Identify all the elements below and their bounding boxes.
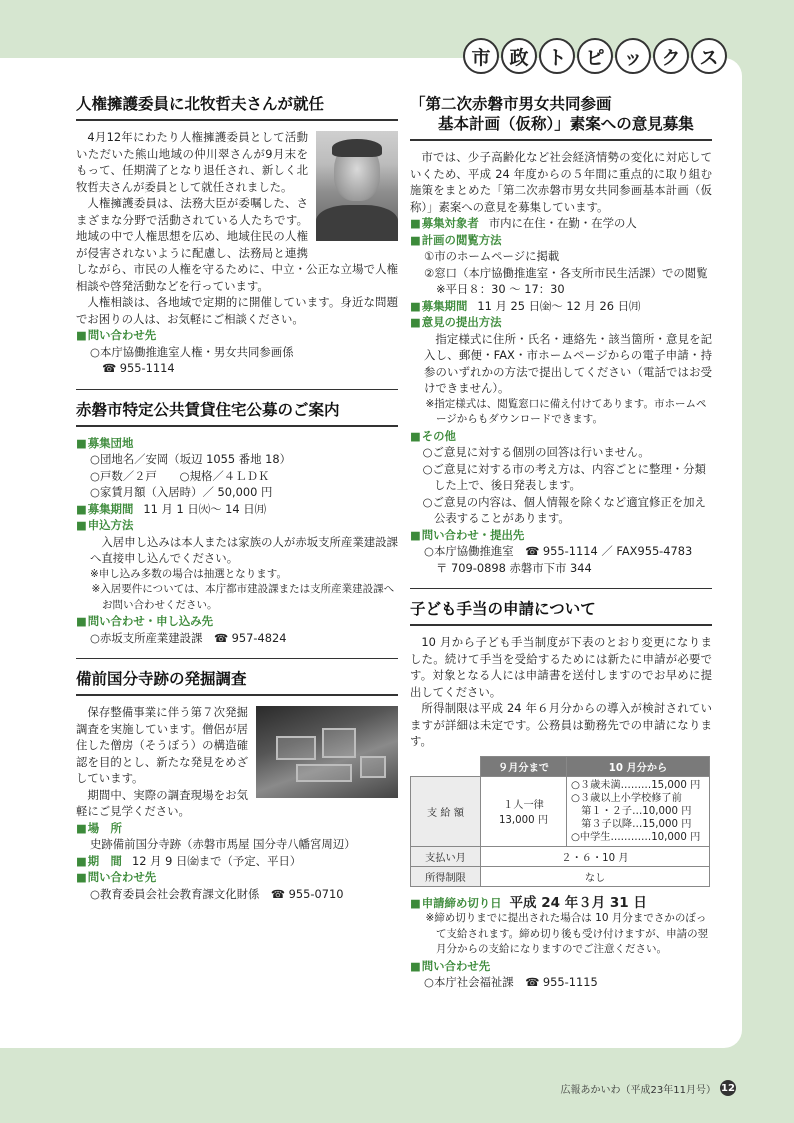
place: 史跡備前国分寺跡（赤磐市馬屋 国分寺八幡宮周辺） — [90, 837, 356, 852]
section-label: ■ 期 間 12 月 9 日㈮まで（予定、平日） — [76, 853, 398, 870]
section-label: ■ 計画の閲覧方法 — [410, 232, 712, 249]
contact-tel: ☎ 955-1114 — [102, 361, 175, 376]
contact-org: ○本庁協働推進室人権・男女共同参画係 — [90, 344, 294, 359]
section-label: ■ 問い合わせ先 — [76, 869, 398, 886]
banner-char: ク — [653, 38, 689, 74]
section-label: ■ 問い合わせ先 — [76, 327, 398, 344]
allowance-table — [410, 756, 710, 887]
list-item: ※平日８：30 ～ 17：30 — [436, 282, 565, 297]
article-housing — [76, 400, 398, 647]
paragraph: 人権相談は、各地域で定期的に開催しています。身近な問題でお困りの人は、お気軽にご相談ください。 — [76, 295, 398, 326]
section-label: ■ 募集期間 11 月 25 日㈮～ 12 月 26 日㈪ — [410, 298, 712, 315]
paragraph: 人権擁護委員は、法務大臣が委嘱した、さまざまな分野で活動されている人たちです。地域の中で人権思想を広め、地域住民の人権が侵害されないように配慮し、法務局と連携しながら、市民の人権を守るために、中立・公正な立場で人権相談や啓発活動などを行っています。 — [76, 196, 398, 293]
section-label: ■ その他 — [410, 428, 712, 445]
banner-char: ス — [691, 38, 727, 74]
publication-name: 広報あかいわ（平成23年11月号） — [560, 1084, 716, 1096]
table-cell: １人一律 13,000 円 — [481, 776, 567, 846]
column-header: ９月分まで — [481, 756, 567, 776]
section-banner — [463, 38, 727, 74]
divider — [410, 588, 712, 589]
note: ※入居要件については、本庁都市建設課または支所産業建設課へお問い合わせください。 — [91, 583, 395, 611]
paragraph: 市では、少子高齢化など社会経済情勢の変化に対応していくため、平成 24 年度からの５年間に重点的に取り組む施策をまとめた「第二次赤磐市男女共同参画基本計画（仮称）」素案への意見を募集しています。 — [410, 150, 712, 214]
contact: ○本庁協働推進室 ☎ 955-1114 ／ FAX955-4783 — [424, 544, 693, 559]
table-row — [411, 866, 710, 886]
list-item: ○ご意見の内容は、個人情報を除くなど適宜修正を加え公表することがあります。 — [422, 494, 706, 526]
table-cell: なし — [481, 866, 710, 886]
banner-char: 政 — [501, 38, 537, 74]
list-item: ②窓口（本庁協働推進室・各支所市民生活課）での閲覧 — [424, 265, 708, 280]
table-cell: ○３歳未満………15,000 円 ○３歳以上小学校修了前 第１・２子…10,000 円 第３子以降…15,000 円 ○中学生…………10,000 円 — [567, 776, 710, 846]
note: ※申し込み多数の場合は抽選となります。 — [90, 567, 287, 580]
section-label: ■ 意見の提出方法 — [410, 314, 712, 331]
paragraph: 10 月から子ども手当制度が下表のとおり変更になりました。続けて手当を受給するためには新たに申請が必要です。対象となる人には申請書を送付しますのでお早めに提出してください。 — [410, 635, 712, 699]
page-footer — [561, 1080, 736, 1096]
excavation-photo — [256, 706, 398, 798]
table-cell: ２・６・10 月 — [481, 846, 710, 866]
paragraph: 保存整備事業に伴う第７次発掘調査を実施しています。僧侶が居住した僧房（そうぼう）の構造確認を目的とし、新たな発見をめざしています。 — [76, 705, 248, 786]
title-line: 基本計画（仮称）」素案への意見募集 — [438, 115, 694, 134]
banner-char: 市 — [463, 38, 499, 74]
row-header: 支払い月 — [411, 846, 481, 866]
contact: ○教育委員会社会教育課文化財係 ☎ 955-0710 — [90, 886, 344, 901]
section-label: ■ 募集期間 11 月 1 日㈫～ 14 日㈪ — [76, 501, 398, 518]
contact: ○赤坂支所産業建設課 ☎ 957-4824 — [90, 630, 287, 645]
list-item: ○ご意見に対する市の考え方は、内容ごとに整理・分類した上で、後日発表します。 — [422, 461, 706, 493]
row-header: 所得制限 — [411, 866, 481, 886]
page-number: 12 — [720, 1080, 736, 1096]
paragraph: 期間中、実際の調査現場をお気軽にご見学ください。 — [76, 787, 248, 819]
table-row — [411, 756, 710, 776]
section-label: ■ 募集団地 — [76, 435, 398, 452]
section-label: ■ 問い合わせ先 — [410, 958, 712, 975]
address: 〒 709-0898 赤磐市下市 344 — [436, 560, 592, 575]
list-item: ○家賃月額（入居時）／ 50,000 円 — [90, 485, 273, 500]
banner-char: ピ — [577, 38, 613, 74]
right-column — [410, 94, 712, 991]
article-title: 備前国分寺跡の発掘調査 — [76, 669, 398, 696]
section-label: ■ 問い合わせ・提出先 — [410, 527, 712, 544]
banner-char: ッ — [615, 38, 651, 74]
article-gender-equality — [410, 94, 712, 576]
paragraph: 4月12年にわたり人権擁護委員として活動いただいた熊山地域の仲川翠さんが9月末をもって、任期満了となり退任され、新しく北牧哲夫さんが委員として就任されました。 — [76, 130, 308, 194]
divider — [76, 389, 398, 390]
contact: ○本庁社会福祉課 ☎ 955-1115 — [424, 975, 598, 990]
article-title — [410, 94, 712, 141]
section-label: ■ 申込方法 — [76, 517, 398, 534]
section-label: ■ 申請締め切り日 平成 24 年３月 31 日 — [410, 895, 712, 912]
divider — [76, 658, 398, 659]
list-item: ①市のホームページに掲載 — [424, 249, 560, 264]
list-item: ○ご意見に対する個別の回答は行いません。 — [422, 445, 650, 460]
portrait-photo — [316, 131, 398, 241]
list-item: ○団地名／安岡（坂辺 1055 番地 18） — [90, 452, 291, 467]
paragraph: 指定様式に住所・氏名・連絡先・該当箇所・意見を記入し、郵便・FAX・市ホームページからの電子申請・持参のいずれかの方法で提出してください（電話ではお受けできません）。 — [424, 331, 712, 396]
article-title: 赤磐市特定公共賃貸住宅公募のご案内 — [76, 400, 398, 427]
table-row — [411, 846, 710, 866]
note: ※締め切りまでに提出された場合は 10 月分までさかのぼって支給されます。締め切り後も受け付けますが、申請の翌月分からの支給になりますのでご注意ください。 — [425, 912, 709, 956]
article-title: 人権擁護委員に北牧哲夫さんが就任 — [76, 94, 398, 121]
column-header: 10 月分から — [567, 756, 710, 776]
banner-char: ト — [539, 38, 575, 74]
section-label: ■ 募集対象者 市内に在住・在勤・在学の人 — [410, 215, 712, 232]
paragraph: 入居申し込みは本人または家族の人が赤坂支所産業建設課へ直接申し込んでください。 — [90, 534, 398, 566]
article-excavation — [76, 669, 398, 902]
list-item: ○戸数／２戸 ○規格／４ＬＤＫ — [90, 468, 270, 483]
article-title: 子ども手当の申請について — [410, 599, 712, 626]
section-label: ■ 問い合わせ・申し込み先 — [76, 613, 398, 630]
table-row — [411, 776, 710, 846]
article-child-allowance — [410, 599, 712, 991]
title-line: 「第二次赤磐市男女共同参画 — [410, 95, 612, 113]
article-human-rights — [76, 94, 398, 377]
paragraph: 所得制限は平成 24 年６月分からの導入が検討されていますが詳細は未定です。公務員は勤務先での申請になります。 — [410, 701, 712, 749]
row-header: 支 給 額 — [411, 776, 481, 846]
section-label: ■ 場 所 — [76, 820, 398, 837]
note: ※指定様式は、閲覧窓口に備え付けてあります。市ホームページからもダウンロードできます。 — [425, 397, 707, 426]
left-column — [76, 94, 398, 902]
